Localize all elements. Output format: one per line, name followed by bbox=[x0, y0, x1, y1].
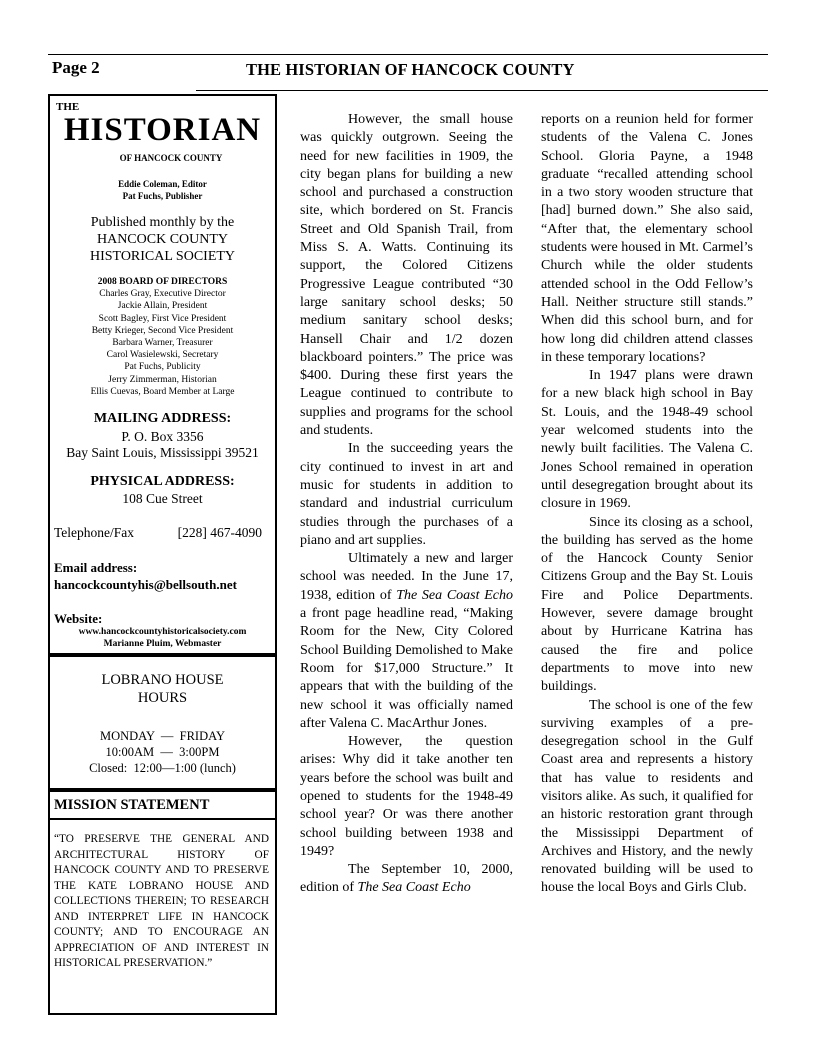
physical-address: 108 Cue Street bbox=[122, 491, 203, 506]
article-paragraph: reports on a reunion held for former students of the Valena C. Jones School. Gloria Payne, a 1948 graduate “recalled attending school in a two story wooden structure that [had] burned down.” She also said, “After that, the elementary school students were housed in Mt. Carmel’s Church while the older students attended school in the Odd Fellow’s Hall. Neither structure still stands.” When did this school burn, and for how long did children attend classes in these temporary locations? bbox=[541, 112, 753, 365]
board-member: Betty Krieger, Second Vice President bbox=[91, 325, 234, 336]
board-member: Jackie Allain, President bbox=[117, 301, 208, 312]
board-member: Charles Gray, Executive Director bbox=[99, 289, 226, 300]
publisher-line: Pat Fuchs, Publisher bbox=[122, 191, 203, 201]
mailing-address bbox=[48, 429, 277, 461]
header-rule-top bbox=[48, 54, 768, 55]
lobrano-title bbox=[48, 671, 277, 707]
publication-name: The Sea Coast Echo bbox=[357, 880, 471, 896]
article-paragraph: In the succeeding years the city continued to invest in art and music for students in addition to standard and industrial curriculum studies through the purchases of a piano and art supplies. bbox=[300, 441, 513, 548]
lobrano-closed: Closed: 12:00—1:00 (lunch) bbox=[89, 761, 236, 775]
board-member: Carol Wasielewski, Secretary bbox=[106, 350, 219, 361]
published-by: Published monthly by the bbox=[90, 215, 235, 230]
article-paragraph: The school is one of the few surviving examples of a pre-desegregation school in the Gulf Coast area and represents a history that has value to residents and visitors alike. As such, it qualified for an historic restoration grant through the Mississippi Department of Archives and History, and the newly renovated building will be used to house the local Boys and Girls Club. bbox=[541, 697, 753, 896]
physical-heading: PHYSICAL ADDRESS: bbox=[90, 474, 235, 489]
email-block bbox=[54, 559, 237, 593]
society-name-1: HANCOCK COUNTY bbox=[96, 232, 229, 247]
article-column-2 bbox=[541, 111, 753, 898]
mailing-line-1: P. O. Box 3356 bbox=[121, 429, 204, 444]
mailing-line-2: Bay Saint Louis, Mississippi 39521 bbox=[66, 445, 259, 460]
lobrano-hours bbox=[48, 728, 277, 776]
website-block bbox=[48, 626, 277, 650]
mailing-heading: MAILING ADDRESS: bbox=[93, 411, 232, 426]
article-paragraph: Since its closing as a school, the building has served as the home of the Hancock County Senior Citizens Group and the Bay St. Louis Fire and Police Departments. However, severe damage brought about by Hurricane Katrina has caused the fire and police departments to move into new buildings. bbox=[541, 514, 753, 695]
phone-label: Telephone/Fax bbox=[54, 525, 135, 540]
article-paragraph: However, the question arises: Why did it take another ten years before the school was built and opened to students for the 1948-49 school year? Or was there another school building between 1938 and 1949? bbox=[300, 734, 513, 859]
website-heading: Website: bbox=[54, 611, 103, 626]
article-paragraph: However, the small house was quickly outgrown. Seeing the need for new facilities in 1909, the city began plans for building a new school and purchased a construction site, which bordered on St. Francis Street and Old Spanish Trail, from Miss S. A. Watts. Continuing its support, the Colored Citizens Progressive League contributed “30 large sanitary school desks; 50 medium sanitary school desks; Hansell Chair and 1/2 dozen blackboard pointers.” The price was $400. During these first years the League continued to contribute to supplies and programs for the school and students. bbox=[300, 112, 513, 439]
phone-value: [228] 467-4090 bbox=[177, 525, 262, 540]
page-number: Page 2 bbox=[52, 58, 100, 77]
publisher-info bbox=[48, 214, 277, 265]
email-heading: Email address: bbox=[54, 560, 138, 575]
phone-row bbox=[54, 525, 262, 541]
lobrano-title-line-1: LOBRANO HOUSE bbox=[101, 672, 224, 688]
email-link[interactable]: hancockcountyhis@bellsouth.net bbox=[54, 577, 237, 592]
editor-line: Eddie Coleman, Editor bbox=[118, 179, 207, 189]
publication-name: The Sea Coast Echo bbox=[396, 587, 514, 603]
mission-rule bbox=[48, 818, 277, 820]
mission-title: MISSION STATEMENT bbox=[54, 797, 210, 813]
masthead-staff bbox=[48, 178, 277, 202]
masthead-subtitle: OF HANCOCK COUNTY bbox=[119, 153, 223, 163]
article-paragraph: Ultimately a new and larger school was needed. In the June 17, 1938, edition of The Sea Coast Echo a front page headline read, “Making Room for the New, City Colored School Building Demolished to Make Room for $17,000 Structure.” It appears that with the building of the new school it was officially named after Valena C. MacArthur Jones. bbox=[300, 551, 514, 731]
header-rule-bottom bbox=[196, 90, 768, 91]
webmaster-line: Marianne Pluim, Webmaster bbox=[103, 639, 222, 649]
article-paragraph: The September 10, 2000, edition of The Sea Coast Echo bbox=[300, 862, 513, 896]
lobrano-title-line-2: HOURS bbox=[137, 690, 188, 706]
board-member: Pat Fuchs, Publicity bbox=[124, 362, 201, 373]
board-member: Scott Bagley, First Vice President bbox=[98, 313, 227, 324]
board-of-directors bbox=[48, 276, 277, 398]
society-name-2: HISTORICAL SOCIETY bbox=[89, 249, 236, 264]
article-paragraph: In 1947 plans were drawn for a new black high school in Bay St. Louis, and the 1948-49 school year welcomed students into the newly built facilities. The Valena C. Jones School remained in operation until desegregation brought about its closure in 1969. bbox=[541, 368, 753, 512]
running-title: THE HISTORIAN OF HANCOCK COUNTY bbox=[246, 60, 575, 79]
lobrano-days: MONDAY — FRIDAY bbox=[99, 729, 226, 743]
website-link[interactable]: www.hancockcountyhistoricalsociety.com bbox=[78, 627, 247, 637]
board-member: Jerry Zimmerman, Historian bbox=[108, 374, 217, 385]
board-heading: 2008 BOARD OF DIRECTORS bbox=[97, 277, 228, 287]
lobrano-time: 10:00AM — 3:00PM bbox=[105, 745, 220, 759]
masthead-the: THE bbox=[56, 101, 80, 113]
mission-text: “TO PRESERVE THE GENERAL AND ARCHITECTURAL HISTORY OF HANCOCK COUNTY AND TO PRESERVE THE KATE LOBRANO HOUSE AND COLLECTIONS THEREIN; TO RESEARCH AND INTERPRET LIFE IN HANCOCK COUNTY; AND TO ENCOURAGE AN APPRECIATION OF AND INTEREST IN HISTORICAL PRESERVATION.” bbox=[54, 833, 269, 969]
board-member: Barbara Warner, Treasurer bbox=[112, 338, 213, 349]
board-member: Ellis Cuevas, Board Member at Large bbox=[90, 386, 235, 397]
article-column-1 bbox=[300, 111, 513, 898]
masthead-title: HISTORIAN bbox=[63, 112, 262, 148]
